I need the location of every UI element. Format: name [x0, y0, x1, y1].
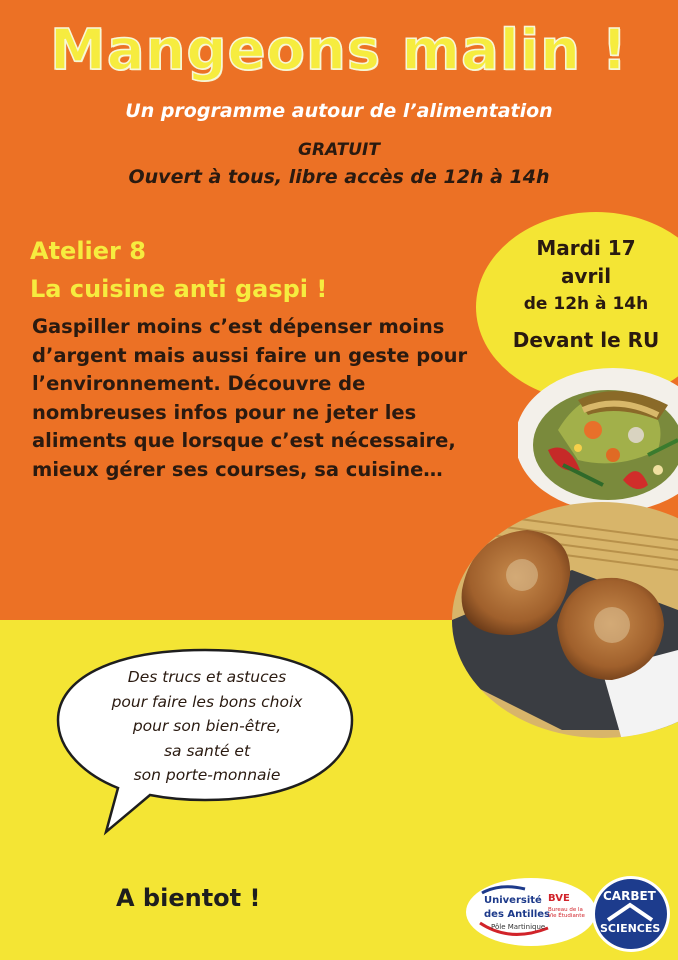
carbet-text: CARBET [603, 889, 656, 903]
date-hours: de 12h à 14h [523, 294, 649, 314]
speech-line: Des trucs et astuces [127, 668, 287, 686]
workshop-number: Atelier 8 [30, 237, 146, 265]
event-location: Devant le RU [512, 328, 660, 352]
bve-logo: BVE [548, 893, 570, 904]
university-campus: Pôle Martinique [491, 923, 546, 931]
date-day: Mardi 17 [536, 236, 636, 260]
poster-title: Mangeons malin ! [49, 18, 629, 83]
speech-line: sa santé et [163, 741, 251, 760]
bve-subtitle: Bureau de la Vie Étudiante [548, 907, 585, 919]
poster-subtitle: Un programme autour de l’alimentation [125, 100, 553, 122]
university-name-1: Université [484, 895, 542, 906]
speech-line: son porte-monnaie [133, 766, 281, 784]
price-label: GRATUIT [298, 140, 380, 160]
carbet-roof-icon [606, 902, 654, 922]
workshop-theme: La cuisine anti gaspi ! [30, 275, 328, 303]
university-name-2: des Antilles [484, 909, 551, 920]
workshop-description: Gaspiller moins c’est dépenser moins d’argent mais aussi faire un geste pour l’environnement. Découvre de nombreuses infos pour ne jeter les aliments que lorsque c’est nécessaire, mieux gérer ses courses, sa cuisine… [32, 315, 468, 481]
closing-text: A bientot ! [116, 884, 261, 912]
speech-line: pour faire les bons choix [111, 692, 303, 711]
date-month: avril [560, 264, 612, 288]
speech-text [72, 665, 342, 788]
access-hours: Ouvert à tous, libre accès de 12h à 14h [128, 166, 550, 188]
sciences-text: SCIENCES [600, 922, 661, 935]
speech-line: pour son bien-être, [132, 717, 282, 735]
